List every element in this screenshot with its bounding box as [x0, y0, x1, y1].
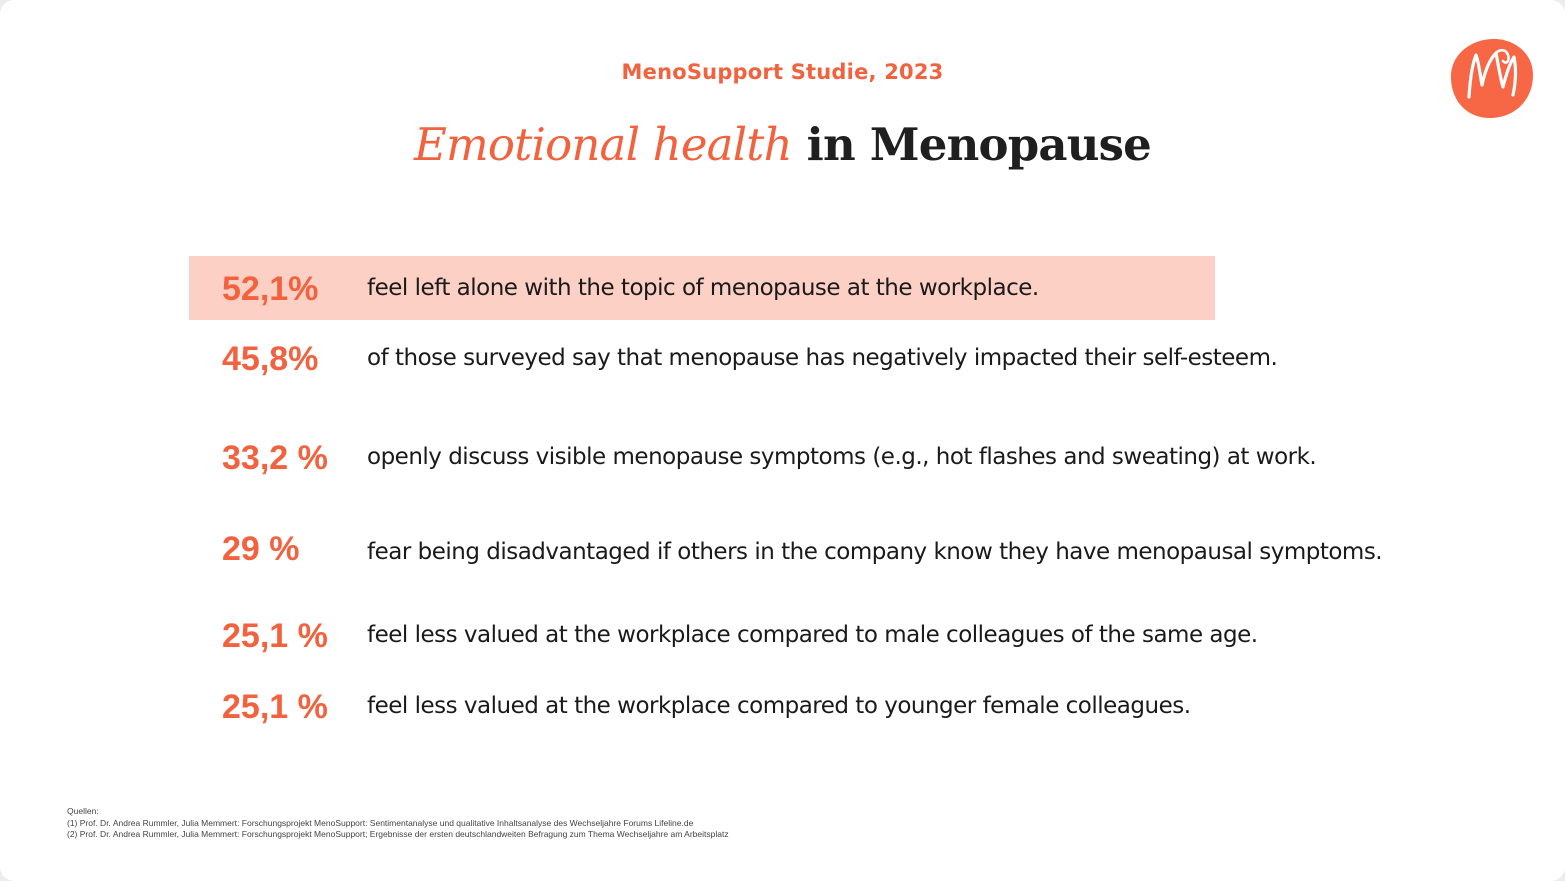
stat-value: 52,1%: [222, 270, 319, 308]
stat-value: 33,2 %: [222, 439, 328, 477]
title-accent: Emotional health: [413, 118, 792, 171]
stat-value: 45,8%: [222, 340, 319, 378]
sources-heading: Quellen:: [67, 806, 99, 816]
title-rest: in Menopause: [806, 118, 1152, 171]
stat-text: fear being disadvantaged if others in the company know they have menopausal symptoms.: [367, 539, 1383, 565]
source-item: (1) Prof. Dr. Andrea Rummler, Julia Memmert: Forschungsprojekt MenoSupport: Sentimentanalyse und qualitative Inhaltsanalyse des Wechseljahre Forums Lifeline.de: [67, 817, 694, 828]
stat-text: openly discuss visible menopause symptoms (e.g., hot flashes and sweating) at work.: [367, 444, 1317, 470]
page-title: [0, 118, 1565, 171]
sources: [67, 806, 729, 841]
stat-value: 29 %: [222, 530, 300, 568]
stat-value: 25,1 %: [222, 688, 328, 726]
stat-text: of those surveyed say that menopause has negatively impacted their self-esteem.: [367, 345, 1278, 371]
stat-text: feel less valued at the workplace compared to younger female colleagues.: [367, 693, 1191, 719]
stat-value: 25,1 %: [222, 617, 328, 655]
stat-text: feel left alone with the topic of menopause at the workplace.: [367, 275, 1039, 301]
logo-blob: [1451, 39, 1533, 118]
m-monogram-icon: [1450, 37, 1534, 119]
study-label: MenoSupport Studie, 2023: [621, 60, 944, 84]
stat-text: feel less valued at the workplace compared to male colleagues of the same age.: [367, 622, 1258, 648]
source-item: (2) Prof. Dr. Andrea Rummler, Julia Memmert: Forschungsprojekt MenoSupport; Ergebnisse der ersten deutschlandweiten Befragung zum Thema Wechseljahre am Arbeitsplatz: [67, 829, 729, 839]
